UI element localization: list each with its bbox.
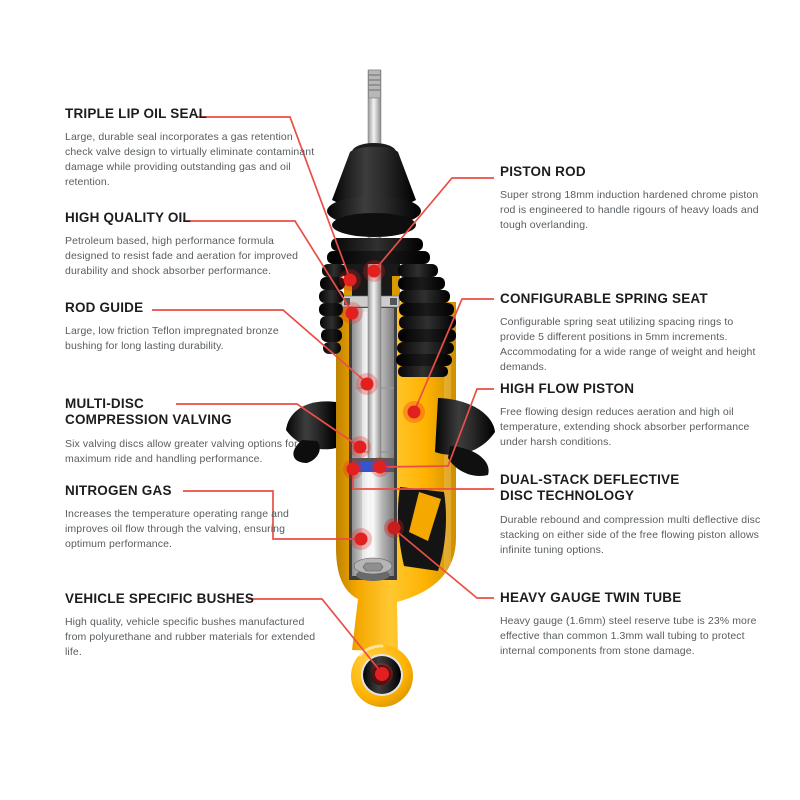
base-valve-cap xyxy=(354,558,392,581)
label-title: ROD GUIDE xyxy=(65,300,144,315)
label-desc: Free flowing design reduces aeration and high oil temperature, extending shock absorber performance under harsh conditions. xyxy=(500,406,750,449)
label-heavy-gauge-twin-tube xyxy=(500,590,768,659)
label-title: HIGH QUALITY OIL xyxy=(65,210,191,225)
label-desc: Large, durable seal incorporates a gas retention check valve design to virtually eliminate contaminant damage while providing outstanding gas and oil retention. xyxy=(65,131,315,189)
label-desc: High quality, vehicle specific bushes manufactured from polyurethane and rubber materials for extended life. xyxy=(65,616,316,659)
label-configurable-spring-seat xyxy=(500,291,768,375)
label-high-quality-oil xyxy=(65,210,317,279)
label-title: DUAL-STACK DEFLECTIVE DISC TECHNOLOGY xyxy=(500,472,680,504)
marker-dot-triple-lip-oil-seal xyxy=(339,269,361,291)
label-vehicle-specific-bushes xyxy=(65,591,317,660)
marker-dot-high-quality-oil xyxy=(341,302,363,324)
label-title: VEHICLE SPECIFIC BUSHES xyxy=(65,591,255,606)
label-multi-disc-compression-valving xyxy=(65,396,317,467)
tube-decal xyxy=(398,487,446,571)
label-desc: Configurable spring seat utilizing spacing rings to provide 5 different positions in 5mm increments. Accommodating for a wide range of weight and height demands. xyxy=(500,316,756,374)
label-title: HEAVY GAUGE TWIN TUBE xyxy=(500,590,682,605)
label-piston-rod xyxy=(500,164,768,233)
label-desc: Six valving discs allow greater valving options for maximum ride and handling performance. xyxy=(65,437,298,465)
label-dual-stack-deflective-disc xyxy=(500,472,768,558)
label-title: NITROGEN GAS xyxy=(65,483,172,498)
label-title: MULTI-DISC COMPRESSION VALVING xyxy=(65,396,232,428)
marker-dot-vehicle-specific-bushes xyxy=(371,663,393,685)
label-desc: Increases the temperature operating range and improves oil flow through the valving, ensuring optimum performance. xyxy=(65,508,289,551)
label-nitrogen-gas xyxy=(65,483,317,552)
marker-dot-rod-guide xyxy=(356,373,378,395)
label-desc: Heavy gauge (1.6mm) steel reserve tube is 23% more effective than common 1.3mm wall tubing to protect internal components from stone damage. xyxy=(500,615,757,658)
marker-dot-heavy-gauge-twin-tube xyxy=(384,518,404,538)
marker-dot-nitrogen-gas xyxy=(350,528,372,550)
label-desc: Durable rebound and compression multi deflective disc stacking on either side of the free flowing piston allows infinite tuning options. xyxy=(500,513,761,556)
marker-dot-dual-stack-disc xyxy=(343,459,363,479)
marker-dot-high-flow-piston xyxy=(370,457,390,477)
label-desc: Super strong 18mm induction hardened chrome piston rod is engineered to handle rigours of heavy loads and tough overlanding. xyxy=(500,189,759,232)
dust-boot-dome xyxy=(327,143,421,237)
label-title: CONFIGURABLE SPRING SEAT xyxy=(500,291,708,306)
label-title: HIGH FLOW PISTON xyxy=(500,381,635,396)
marker-dot-multi-disc-compression-valving xyxy=(349,436,371,458)
label-title: TRIPLE LIP OIL SEAL xyxy=(65,106,208,121)
label-desc: Petroleum based, high performance formula designed to resist fade and aeration for improved durability and shock absorber performance. xyxy=(65,235,299,278)
marker-dot-piston-rod xyxy=(363,260,385,282)
label-rod-guide xyxy=(65,300,317,354)
label-title: PISTON ROD xyxy=(500,164,586,179)
label-high-flow-piston xyxy=(500,381,768,450)
marker-dot-configurable-spring-seat xyxy=(403,401,425,423)
label-triple-lip-oil-seal xyxy=(65,106,317,190)
seal-nub-right xyxy=(390,298,397,305)
rod-threaded-tip xyxy=(369,70,381,98)
label-desc: Large, low friction Teflon impregnated bronze bushing for long lasting durability. xyxy=(65,325,279,353)
